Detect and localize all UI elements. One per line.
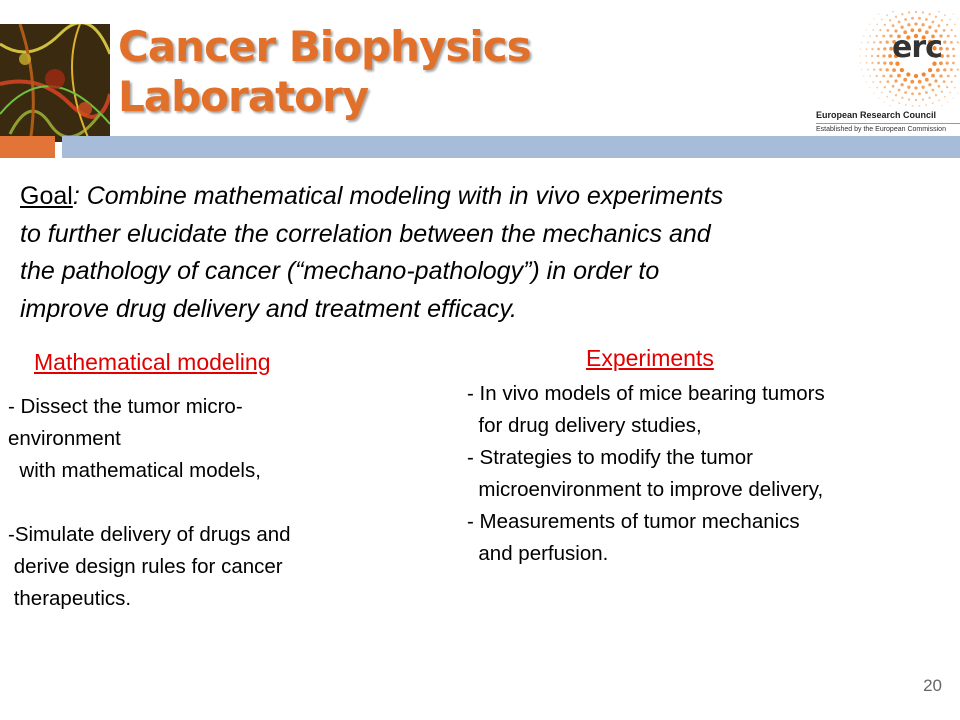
erc-dot [941,19,943,21]
erc-dot [914,86,917,89]
erc-dot [950,68,953,71]
erc-dot [867,69,869,71]
erc-dot [882,35,885,38]
erc-dot [901,97,903,99]
exp-line-6: and perfusion. [467,542,609,565]
erc-dot [876,35,878,37]
erc-dot [898,102,900,104]
erc-dot [921,23,924,26]
erc-dot [922,11,924,13]
erc-dot [882,75,885,78]
erc-dot [873,18,874,19]
erc-dot [943,80,946,83]
erc-dot [932,89,935,92]
erc-dot [952,48,955,51]
erc-dot [950,81,952,83]
header-micrograph-image [0,24,110,142]
erc-dot [918,92,921,95]
erc-dot [946,86,948,88]
erc-dot [922,72,926,76]
erc-dot [860,62,861,63]
goal-paragraph [20,178,945,328]
erc-dot [914,74,918,78]
erc-dot [900,26,903,29]
erc-dot [892,85,895,88]
erc-dot [876,87,878,89]
erc-dot [935,16,937,18]
erc-dot [949,92,951,94]
erc-dot [889,74,892,77]
erc-dot [947,75,950,78]
erc-dot [957,41,959,43]
erc-dot [878,13,879,14]
erc-dot [925,18,928,21]
erc-dot [915,99,917,101]
erc-dot [900,83,903,86]
erc-dot [947,101,948,102]
erc-dot [912,105,914,107]
erc-dot [878,97,879,98]
math-line-6: therapeutics. [8,587,132,610]
erc-dot [925,91,928,94]
erc-dot [889,105,890,106]
erc-dot [934,79,937,82]
erc-dot [867,42,869,44]
erc-dot [876,75,878,77]
erc-dot [907,86,910,89]
erc-dot [866,62,868,64]
erc-dot [946,24,948,26]
erc-dot [887,80,890,83]
erc-dot [883,61,886,64]
erc-dot [869,87,870,88]
math-line-4: -Simulate delivery of drugs and [8,523,291,546]
slide-title [118,22,531,122]
erc-dot [873,68,875,70]
exp-line-5: - Measurements of tumor mechanics [467,510,800,533]
exp-line-3: - Strategies to modify the tumor [467,446,753,469]
erc-dot [938,85,941,88]
erc-dot [941,90,943,92]
erc-dot [883,47,886,50]
erc-dot [886,14,888,16]
erc-dot [936,68,940,72]
erc-dot [906,72,910,76]
math-line-5: derive design rules for cancer [8,555,283,578]
erc-logo-divider [816,123,960,124]
title-line-1: Cancer Biophysics [118,22,531,71]
goal-line-1: : Combine mathematical modeling with in vivo experiments [72,182,724,210]
erc-dot [892,11,894,13]
goal-line-2: to further elucidate the correlation between the mechanics and [20,219,711,248]
exp-line-1: - In vivo models of mice bearing tumors [467,382,825,405]
erc-dot [918,17,921,20]
erc-dot [877,55,880,58]
erc-dot [957,18,958,19]
math-line-2: environment [8,427,121,450]
erc-dot [905,104,907,106]
erc-dot [877,48,880,51]
erc-dot [869,75,871,77]
page-number: 20 [923,676,942,695]
erc-dot [871,62,873,64]
erc-dot [879,68,882,71]
erc-dot [925,78,929,82]
erc-dot [863,75,864,76]
erc-dot [931,74,935,78]
erc-dot [886,96,888,98]
erc-dot [889,90,891,92]
math-modeling-list [8,391,428,615]
erc-logo-subtitle: Established by the European Commission [816,126,946,133]
goal-line-4: improve drug delivery and treatment efficacy. [20,294,517,323]
erc-dot [869,24,870,25]
erc-logo-mark: erc [892,30,942,65]
erc-dot [877,62,880,65]
erc-dot [944,96,946,98]
erc-dot [886,68,889,71]
title-line-2: Laboratory [118,72,369,121]
erc-dot [861,42,862,43]
erc-dot [881,92,883,94]
erc-dot [922,98,924,100]
exp-line-4: microenvironment to improve delivery, [467,478,824,501]
erc-dot [884,24,886,26]
erc-dot [944,14,946,16]
erc-dot [894,79,897,82]
goal-line-3: the pathology of cancer (“mechano-pathology”) in order to [20,257,660,285]
erc-dot [859,55,860,56]
erc-dot [898,21,901,24]
math-line-1: - Dissect the tumor micro- [8,395,243,418]
erc-dot [954,87,956,89]
erc-dot [871,55,873,57]
erc-dot [904,91,907,94]
erc-dot [892,24,895,27]
erc-dot [879,81,881,83]
erc-dot [892,68,896,72]
erc-dot [887,29,890,32]
erc-dot [866,48,868,50]
erc-dot [903,78,907,82]
erc-dot [911,92,914,95]
erc-dot [939,74,942,77]
erc-dot [938,11,940,13]
erc-dot [904,18,907,21]
erc-logo-name: European Research Council [816,110,937,120]
erc-dot [957,92,958,93]
erc-dot [908,11,910,13]
erc-dot [873,92,874,93]
erc-dot [892,100,894,102]
erc-dot [914,22,917,25]
erc-dot [943,68,946,71]
erc-dot [866,81,867,82]
erc-dot [879,41,882,44]
erc-dot [954,35,956,37]
erc-dot [863,35,864,36]
erc-dot [866,29,867,30]
erc-dot [911,17,914,20]
erc-dot [954,24,956,26]
erc-dot [938,24,941,27]
erc-dot [882,54,885,57]
math-line-3: with mathematical models, [8,459,261,482]
erc-dot [952,97,953,98]
erc-dot [908,98,910,100]
experiments-heading: Experiments [586,345,714,371]
erc-dot [928,68,932,72]
erc-dot [886,40,889,43]
erc-dot [932,102,934,104]
erc-dot [907,23,910,26]
erc-dot [897,74,901,78]
erc-dot [884,101,885,102]
erc-dot [879,29,881,31]
erc-dot [869,35,871,37]
erc-dot [928,97,930,99]
erc-dot [873,41,875,43]
erc-dot [895,16,897,18]
erc-dot [872,81,874,83]
erc-dot [860,49,861,50]
goal-label: Goal [20,182,73,210]
erc-dot [928,13,930,15]
erc-dot [884,86,886,88]
experiments-list [467,378,947,570]
erc-dot [921,86,924,89]
erc-dot [932,21,935,24]
erc-dot [928,83,931,86]
erc-dot [954,75,956,77]
erc-dot [925,104,927,106]
erc-dot [953,55,956,58]
erc-dot [900,68,904,72]
erc-dot [935,94,937,96]
erc-dot [952,62,955,65]
math-gap [8,487,428,519]
erc-dot [928,26,931,29]
erc-dot [952,13,953,14]
erc-dot [872,29,874,31]
erc-dot [918,80,922,84]
erc-dot [919,105,921,107]
erc-dot [901,13,903,15]
erc-dot [915,11,917,13]
erc-dot [949,19,951,21]
erc-dot [889,19,891,21]
exp-line-2: for drug delivery studies, [467,414,702,437]
math-modeling-heading: Mathematical modeling [34,349,271,375]
erc-dot [865,55,867,57]
erc-dot [910,80,914,84]
erc-dot [957,68,959,70]
erc-dot [898,89,901,92]
erc-dot [938,100,940,102]
erc-dot [861,69,862,70]
micrograph-graphic [0,24,110,142]
accent-bar-orange [0,136,55,158]
erc-dot [895,94,897,96]
erc-dot [876,24,878,26]
erc-dot [871,48,873,50]
erc-dot [941,105,942,106]
erc-dot [881,19,883,21]
